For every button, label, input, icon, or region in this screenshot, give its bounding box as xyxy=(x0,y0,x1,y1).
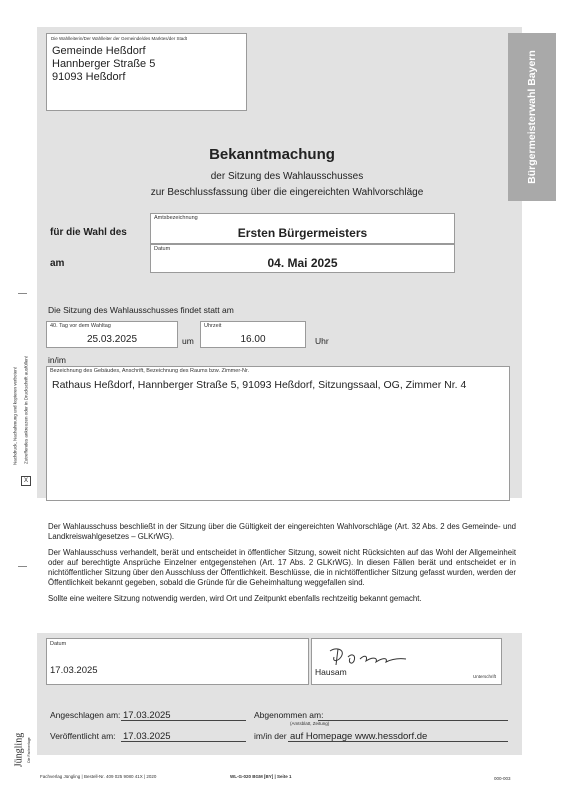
removed-label: Abgenommen am: xyxy=(254,710,324,720)
margin-tick xyxy=(18,566,27,567)
address-line-1: Gemeinde Heßdorf xyxy=(52,45,146,57)
meeting-time-caption: Uhrzeit xyxy=(204,323,222,329)
address-box xyxy=(46,33,247,111)
meeting-um-label: um xyxy=(182,336,194,346)
side-notice xyxy=(8,352,38,484)
margin-tick xyxy=(18,293,27,294)
document-title: Bekanntmachung xyxy=(209,146,335,163)
side-notice-line-1: Nachdruck, Nachahmung und kopieren verboten! xyxy=(12,366,18,466)
meeting-location-caption: Bezeichnung des Gebäudes, Anschrift, Bezeichnung des Raums bzw. Zimmer-Nr. xyxy=(50,368,250,374)
side-banner-text: Bürgermeisterwahl Bayern xyxy=(526,50,538,184)
signature-date-caption: Datum xyxy=(50,641,67,647)
medium-value: auf Homepage www.hessdorf.de xyxy=(290,731,428,742)
form-posting-area xyxy=(37,695,522,755)
side-notice-line-2: Zutreffendes ankreuzen oder in Druckschrift ausfüllen! xyxy=(23,356,29,464)
publisher-logo xyxy=(10,728,36,774)
election-field xyxy=(150,213,455,244)
meeting-time-value: 16.00 xyxy=(240,334,266,345)
paragraph-3: Sollte eine weitere Sitzung notwendig werden, wird Ort und Zeitpunkt ebenfalls rechtzeitig bekannt gemacht. xyxy=(48,594,422,603)
document-subtitle-2: zur Beschlussfassung über die eingereichten Wahlvorschläge xyxy=(150,187,424,198)
meeting-location-value: Rathaus Heßdorf, Hannberger Straße 5, 91093 Heßdorf, Sitzungssaal, OG, Zimmer Nr. 4 xyxy=(52,379,467,391)
election-row-label: für die Wahl des xyxy=(50,227,127,238)
signature-name: Hausam xyxy=(315,667,347,677)
address-line-3: 91093 Heßdorf xyxy=(52,71,126,83)
footer-form-id: WL-G-020 BGM [BY] | Seite 1 xyxy=(230,774,292,779)
published-value: 17.03.2025 xyxy=(123,731,171,742)
signature-date-value: 17.03.2025 xyxy=(50,665,98,676)
posted-label: Angeschlagen am: xyxy=(50,710,121,720)
meeting-date-value: 25.03.2025 xyxy=(86,334,138,345)
paragraph-1: Der Wahlausschuss beschließt in der Sitzung über die Gültigkeit der eingereichten Wahlvorschläge (Art. 32 Abs. 2 des Gemeinde- und Landkreiswahlgesetzes – GLKrWG). xyxy=(48,522,516,541)
election-field-value: Ersten Bürgermeisters xyxy=(237,226,368,240)
meeting-date-caption: 40. Tag vor dem Wahltag xyxy=(50,323,111,329)
date-field xyxy=(150,244,455,273)
medium-in-label: im/in der xyxy=(254,731,287,741)
footer-code: 000-003 xyxy=(494,776,511,781)
signature-caption: Unterschrift xyxy=(472,674,496,679)
paragraph-2: Der Wahlausschuss verhandelt, berät und entscheidet in öffentlicher Sitzung, soweit nicht Rücksichten auf das Wohl der Allgemeinheit oder auf berechtigte Ansprüche Einzelner entgegenstehen (Art. 17 Abs. 2 GLKrWG). In diesen Fällen berät und entscheidet er in nichtöffentlicher Sitzung über den Ausschluss der Öffentlichkeit. Beschlüsse, die in nichtöffentlicher Sitzung gefasst wurden, werden der Öffentlichkeit bekannt gegeben, sobald die Gründe für die Geheimhaltung weggefallen sind. xyxy=(48,548,516,587)
medium-caption: (Amtsblatt, Zeitung) xyxy=(290,721,330,726)
removed-line xyxy=(318,720,508,721)
address-line-2: Hannberger Straße 5 xyxy=(52,58,156,70)
publisher-logo-text: Jüngling xyxy=(13,732,25,768)
date-field-caption: Datum xyxy=(154,246,171,252)
side-notice-checkbox-mark: X xyxy=(23,478,28,484)
meeting-uhr-label: Uhr xyxy=(315,336,329,346)
meeting-intro: Die Sitzung des Wahlausschusses findet statt am xyxy=(48,305,234,315)
meeting-time-field xyxy=(200,321,306,348)
election-field-caption: Amtsbezeichnung xyxy=(154,215,198,221)
meeting-location-label: in/im xyxy=(48,355,66,365)
date-field-value: 04. Mai 2025 xyxy=(267,256,338,270)
signature-date-field xyxy=(46,638,309,685)
date-row-label: am xyxy=(50,258,65,269)
signature-field xyxy=(311,638,502,685)
address-caption: Die Wahlleiterin/Der Wahlleiter der Gemeinde/des Marktes/der Stadt xyxy=(51,36,187,41)
publisher-logo-sub: Die Fachverlage xyxy=(27,737,31,763)
posted-value: 17.03.2025 xyxy=(123,710,171,721)
handwritten-signature xyxy=(326,645,416,669)
meeting-location-field xyxy=(46,366,510,501)
document-subtitle-1: der Sitzung des Wahlausschusses xyxy=(210,171,364,182)
published-label: Veröffentlicht am: xyxy=(50,731,116,741)
footer-publisher: Fachverlag Jüngling | Bestell-Nr. 409 025 9080 41X | 2020 xyxy=(40,774,157,779)
meeting-date-field xyxy=(46,321,178,348)
side-notice-checkbox xyxy=(21,476,31,486)
